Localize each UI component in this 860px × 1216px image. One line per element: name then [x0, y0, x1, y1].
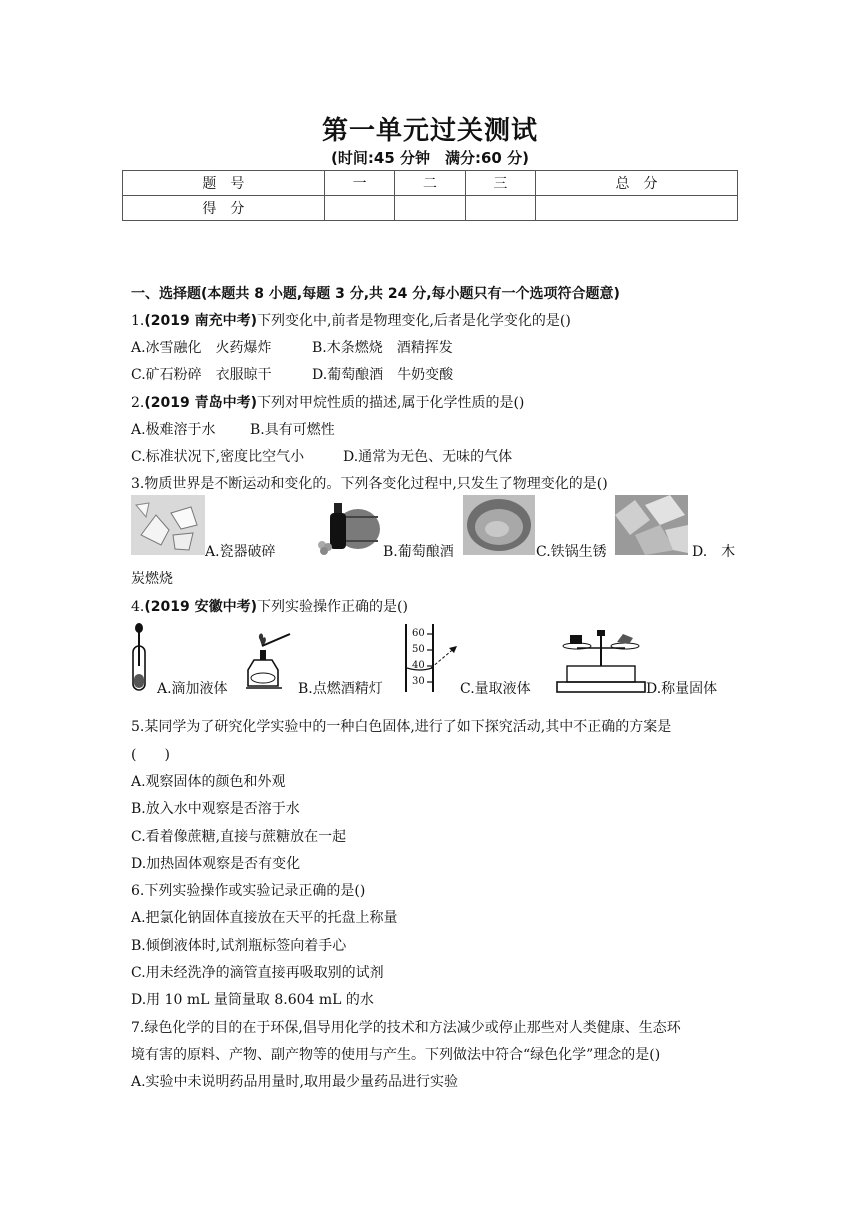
question-4-option-c: C.量取液体	[460, 681, 531, 697]
question-1-stem	[131, 310, 571, 330]
score-table-score-row	[123, 196, 738, 221]
question-3-option-d: D. 木	[692, 544, 736, 560]
rusty-wok-photo	[463, 495, 535, 555]
page-title: 第一单元过关测试	[321, 116, 538, 146]
question-1-option-a: A.冰雪融化 火药爆炸	[131, 340, 272, 356]
charcoal-burning-photo	[615, 495, 688, 555]
question-4-option-d: D.称量固体	[646, 681, 718, 697]
question-2-option-a: A.极难溶于水	[131, 422, 216, 438]
question-1-option-c: C.矿石粉碎 衣服晾干	[131, 367, 272, 383]
score-cell	[465, 196, 535, 221]
question-2-option-d: D.通常为无色、无味的气体	[343, 449, 513, 465]
score-cell	[536, 196, 738, 221]
question-number: 4.	[131, 599, 145, 615]
question-5-option-c: C.看着像蔗糖,直接与蔗糖放在一起	[131, 829, 347, 845]
question-6-option-c: C.用未经洗净的滴管直接再吸取别的试剂	[131, 965, 384, 981]
question-source: (2019 安徽中考)	[144, 599, 257, 615]
question-text: 下列对甲烷性质的描述,属于化学性质的是()	[257, 395, 525, 411]
cylinder-tick-label: 60	[412, 628, 425, 639]
question-5-option-b: B.放入水中观察是否溶于水	[131, 801, 300, 817]
question-source: (2019 南充中考)	[144, 313, 257, 329]
score-header-cell: 总 分	[536, 171, 738, 196]
question-5-option-a: A.观察固体的颜色和外观	[131, 774, 286, 790]
question-3-option-c: C.铁锅生锈	[536, 544, 607, 560]
question-3-option-d-continued: 炭燃烧	[131, 571, 173, 587]
question-7-option-a: A.实验中未说明药品用量时,取用最少量药品进行实验	[131, 1074, 459, 1090]
cylinder-tick-label: 50	[412, 644, 425, 655]
question-3-option-b: B.葡萄酿酒	[383, 544, 454, 560]
question-4-stem	[131, 596, 408, 616]
question-text: 下列变化中,前者是物理变化,后者是化学变化的是()	[257, 313, 571, 329]
score-header-cell: 一	[324, 171, 394, 196]
question-4-option-a: A.滴加液体	[157, 681, 228, 697]
question-source: (2019 青岛中考)	[144, 395, 257, 411]
score-cell	[395, 196, 465, 221]
question-5-stem: 5.某同学为了研究化学实验中的一种白色固体,进行了如下探究活动,其中不正确的方案是	[131, 719, 672, 735]
dropper-test-tube-icon	[124, 622, 156, 694]
question-2-option-b: B.具有可燃性	[250, 422, 335, 438]
question-2-option-c: C.标准状况下,密度比空气小	[131, 449, 305, 465]
section-heading: 一、选择题(本题共 8 小题,每题 3 分,共 24 分,每小题只有一个选项符合题意)	[131, 286, 620, 302]
wine-bottle-barrel-photo	[308, 495, 382, 555]
score-table-header-row	[123, 171, 738, 196]
question-3-option-a: A.瓷器破碎	[205, 544, 276, 560]
question-6-option-b: B.倾倒液体时,试剂瓶标签向着手心	[131, 938, 347, 954]
question-6-stem: 6.下列实验操作或实验记录正确的是()	[131, 883, 366, 899]
cylinder-tick-label: 40	[412, 660, 425, 671]
question-number: 2.	[131, 395, 145, 411]
question-6-option-d: D.用 10 mL 量筒量取 8.604 mL 的水	[131, 992, 374, 1008]
question-1-option-d: D.葡萄酿酒 牛奶变酸	[312, 367, 454, 383]
score-row-label: 得 分	[123, 196, 325, 221]
question-number: 1.	[131, 313, 145, 329]
question-2-stem	[131, 392, 524, 412]
cylinder-tick-label: 30	[412, 676, 425, 687]
page-subtitle: (时间:45 分钟 满分:60 分)	[331, 149, 529, 167]
question-7-stem: 7.绿色化学的目的在于环保,倡导用化学的技术和方法减少或停止那些对人类健康、生态环	[131, 1020, 681, 1036]
broken-porcelain-photo	[131, 495, 205, 555]
balance-scale-icon	[553, 626, 649, 694]
score-header-cell: 题 号	[123, 171, 325, 196]
score-cell	[324, 196, 394, 221]
question-3-stem: 3.物质世界是不断运动和变化的。下列各变化过程中,只发生了物理变化的是()	[131, 476, 608, 492]
score-header-cell: 三	[465, 171, 535, 196]
question-4-option-b: B.点燃酒精灯	[298, 681, 383, 697]
question-text: 下列实验操作正确的是()	[257, 599, 408, 615]
question-6-option-a: A.把氯化钠固体直接放在天平的托盘上称量	[131, 910, 398, 926]
question-1-option-b: B.木条燃烧 酒精挥发	[312, 340, 453, 356]
question-5-stem-bracket: ( )	[131, 747, 170, 763]
question-7-stem-continued: 境有害的原料、产物、副产物等的使用与产生。下列做法中符合“绿色化学”理念的是()	[131, 1047, 661, 1063]
question-5-option-d: D.加热固体观察是否有变化	[131, 856, 301, 872]
score-header-cell: 二	[395, 171, 465, 196]
score-table	[122, 170, 738, 221]
alcohol-lamp-icon	[246, 630, 296, 694]
